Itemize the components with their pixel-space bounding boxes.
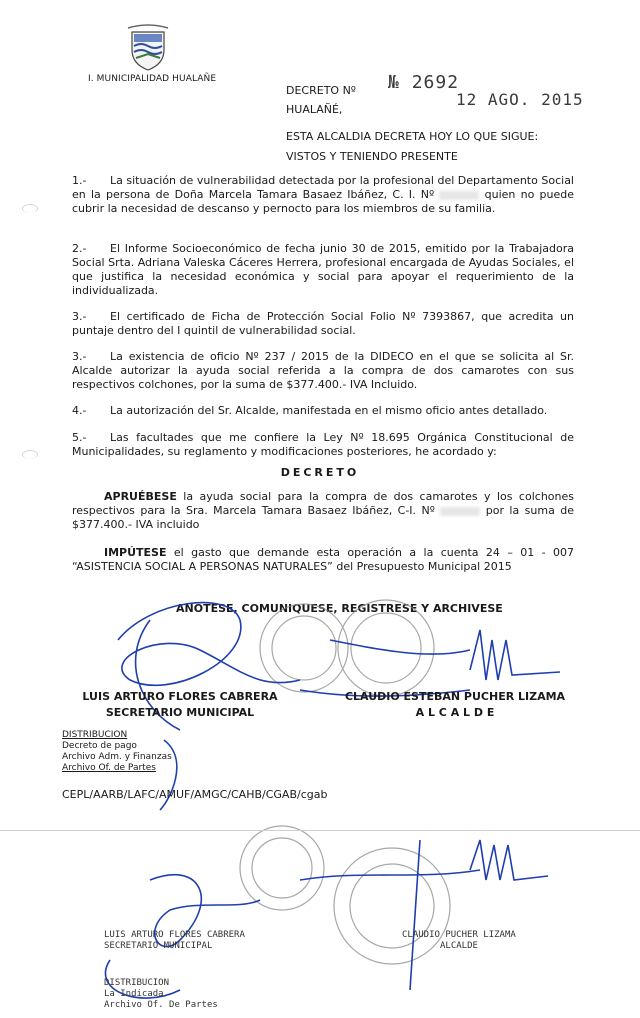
punch-hole — [22, 450, 38, 459]
resolution-apruebese: APRUÉBESE la ayuda social para la compra de dos camarotes y los colchones respectivos para la Sra. Marcela Tamara Basaez Ibáñez, C-I. Nº por la suma de $377.400.- IVA incluido — [72, 490, 574, 531]
consideration-3: 3.- El certificado de Ficha de Protección Social Folio Nº 7393867, que acredita un puntaje dentro del I quintil de vulnerabilidad social. — [72, 310, 574, 337]
copy-secretary-name: LUIS ARTURO FLORES CABRERA — [104, 930, 245, 940]
consideration-number: 5.- — [72, 431, 87, 444]
municipality-name: I. MUNICIPALIDAD HUALAÑE — [88, 74, 217, 84]
distribution-item: Decreto de pago — [62, 741, 137, 751]
consideration-number: 3.- — [72, 350, 87, 363]
copy-mayor-name: CLAUDIO PUCHER LIZAMA — [402, 930, 516, 940]
secretary-name: LUIS ARTURO FLORES CABRERA — [82, 690, 278, 703]
distribution-item: Archivo Of. de Partes — [62, 763, 156, 773]
copy-distribution-title: DISTRIBUCION — [104, 978, 170, 988]
secretary-title: SECRETARIO MUNICIPAL — [105, 706, 255, 719]
decreto-number-stamp: № 2692 — [388, 72, 460, 93]
redacted-id — [440, 507, 480, 516]
mayor-name: CLAUDIO ESTEBAN PUCHER LIZAMA — [344, 690, 566, 703]
municipal-crest-icon — [124, 24, 172, 72]
decree-intro: ESTA ALCALDIA DECRETA HOY LO QUE SIGUE: — [286, 130, 539, 143]
consideration-number: 4.- — [72, 404, 87, 417]
consideration-number: 3.- — [72, 310, 87, 323]
closing-formula: ANOTESE, COMUNIQUESE, REGISTRESE Y ARCHIVESE — [176, 602, 503, 615]
decreto-label: DECRETO Nº — [286, 84, 356, 97]
consideration-number: 2.- — [72, 242, 87, 255]
consideration-5: 4.- La autorización del Sr. Alcalde, manifestada en el mismo oficio antes detallado. — [72, 404, 548, 417]
distribution-block — [62, 730, 172, 774]
decreto-number: 2692 — [411, 72, 460, 93]
distribution-item: Archivo Adm. y Finanzas — [62, 752, 172, 762]
copy-mayor-title: ALCALDE — [440, 941, 478, 951]
copy-distribution-item: Archivo Of. De Partes — [104, 1000, 218, 1010]
decreto-heading: DECRETO — [280, 466, 360, 479]
copy-secretary-title: SECRETARIO MUNICIPAL — [104, 941, 213, 951]
resolution-lead: APRUÉBESE — [104, 490, 177, 503]
consideration-4: 3.- La existencia de oficio Nº 237 / 2015 de la DIDECO en el que se solicita al Sr. Alcalde autorizar la ayuda social referida a la compra de dos camarotes con sus respectivos colchones, por la suma de $377.400.- IVA Incluido. — [72, 350, 574, 391]
distribution-title: DISTRIBUCION — [62, 730, 128, 740]
resolution-lead: IMPÚTESE — [104, 546, 167, 559]
redacted-id — [439, 191, 479, 200]
mayor-title: A L C A L D E — [415, 706, 495, 719]
date-stamp: 12 AGO. 2015 — [456, 90, 584, 109]
consideration-number: 1.- — [72, 174, 87, 187]
consideration-2: 2.- El Informe Socioeconómico de fecha junio 30 de 2015, emitido por la Trabajadora Social Srta. Adriana Valeska Cáceres Herrera, profesional encargada de Ayudas Sociales, el que justifica la necesidad económica y social para apoyar el requerimiento de la individualizada. — [72, 242, 574, 297]
city-line: HUALAÑÉ, — [286, 103, 343, 116]
consideration-1: 1.- La situación de vulnerabilidad detectada por la profesional del Departamento Social en la persona de Doña Marcela Tamara Basaez Ibáñez, C. I. Nº quien no puede cubrir la necesidad de descanso y pernocto para los miembros de su familia. — [72, 174, 575, 215]
page-divider — [0, 830, 640, 831]
resolution-imputese: IMPÚTESE el gasto que demande esta operación a la cuenta 24 – 01 - 007 “ASISTENCIA SOCIAL A PERSONAS NATURALES” del Presupuesto Municipal 2015 — [72, 546, 574, 573]
punch-hole — [22, 204, 38, 213]
vistos-line: VISTOS Y TENIENDO PRESENTE — [286, 150, 458, 163]
copy-distribution-item: La Indicada — [104, 989, 164, 999]
consideration-6: 5.- Las facultades que me confiere la Ley Nº 18.695 Orgánica Constitucional de Municipalidades, su reglamento y modificaciones posteriores, he acordado y: — [72, 431, 574, 458]
initials-line: CEPL/AARB/LAFC/AMUF/AMGC/CAHB/CGAB/cgab — [62, 788, 328, 801]
